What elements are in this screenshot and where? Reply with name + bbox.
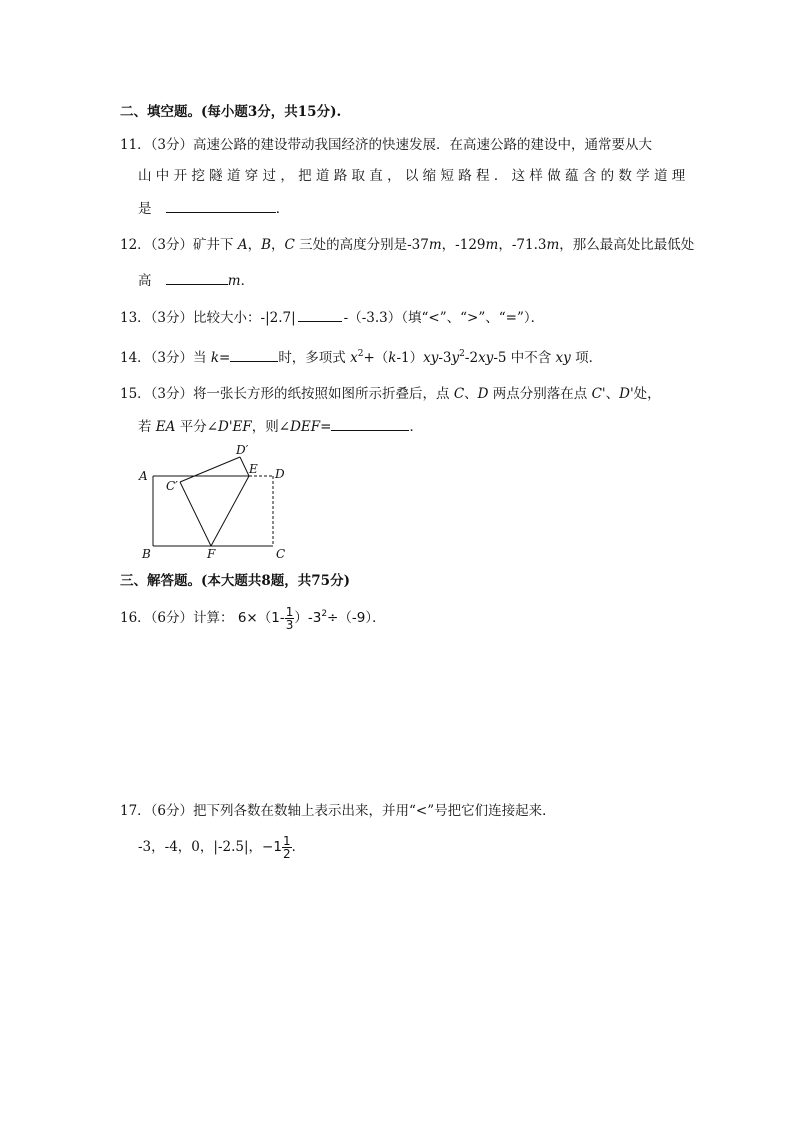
- q17-line1: 17．（6分）把下列各数在数轴上表示出来，并用“<”号把它们连接起来．: [120, 803, 556, 819]
- q12-point-c: C: [284, 237, 295, 253]
- q14-k: k: [210, 350, 219, 366]
- label-cp: C′: [166, 479, 178, 493]
- q14-exp-a: 2: [357, 349, 364, 359]
- q15-d: D: [477, 386, 489, 402]
- q12-text-a: 12．（3分）矿井下: [120, 237, 238, 253]
- q16-frac-num: 1: [285, 605, 294, 619]
- q17-line2: [138, 832, 305, 862]
- q11-suffix: ．: [275, 201, 290, 217]
- q11-line2: 山 中 开 挖 隧 道 穿 过 ， 把 道 路 取 直 ， 以 缩 短 路 程 ． 这 样 做 蕴 含 的 数 学 道 理: [138, 168, 686, 184]
- q15-text-a: 15．（3分）将一张长方形的纸按照如图所示折叠后，点: [120, 386, 454, 402]
- q17-frac-den: 2: [282, 847, 291, 861]
- label-dp: D′: [236, 443, 249, 457]
- q15-ea: EA: [155, 419, 176, 435]
- label-b: B: [142, 547, 151, 561]
- q15-line2: [138, 416, 423, 436]
- q12-unit2: m: [485, 237, 499, 253]
- q14-y: y: [451, 350, 460, 366]
- q12-line1: [120, 236, 694, 254]
- q11-line3: [138, 198, 289, 218]
- label-f: F: [207, 547, 216, 561]
- q15-c: C: [453, 386, 465, 402]
- edge-dpe: [240, 457, 249, 476]
- q15-sep: 、: [464, 386, 478, 402]
- fold-line-ef: [211, 476, 249, 546]
- q15-figure: [130, 440, 300, 565]
- q15-sep2: 、: [605, 386, 620, 402]
- q15-text-f: ，则∠: [251, 419, 291, 435]
- q17-suffix: ．: [291, 839, 306, 855]
- q16-prefix: 16．（6分）计算：: [120, 610, 234, 626]
- q15-eq: =: [320, 419, 332, 435]
- q12-point-b: B: [261, 237, 271, 253]
- q12-text-c: ，那么最高处比最低处: [559, 237, 695, 253]
- q11-answer-blank[interactable]: [166, 198, 276, 213]
- q12-answer-unit: m: [227, 273, 241, 289]
- q14-answer-blank[interactable]: [230, 347, 278, 362]
- q16-suffix: ．: [372, 610, 386, 626]
- q14-mid6: -5 中不含: [493, 350, 556, 366]
- q12-text-b: 三处的高度分别是-37: [294, 237, 429, 253]
- q15-angle-def: DEF: [290, 419, 321, 435]
- q15-text-d: 若: [138, 419, 156, 435]
- label-a: A: [139, 469, 148, 483]
- q14-xy3: xy: [555, 350, 571, 366]
- q15-text-b: 两点分别落在点: [488, 386, 592, 402]
- q16-expr-c: ÷（-9）: [327, 610, 373, 626]
- q13-suffix: -（-3.3）（填“<”、“>”、“=”）．: [343, 310, 545, 326]
- q11-prefix: 是: [138, 201, 152, 217]
- q14-mid2: +（: [363, 350, 389, 366]
- q13-prefix: 13．（3分）比较大小：-|2.7|: [120, 310, 296, 326]
- question-13: [120, 307, 544, 327]
- q17-fraction: [282, 835, 292, 860]
- question-14: [120, 347, 602, 367]
- q16-expr-b: ）-3: [294, 610, 322, 626]
- q16-frac-den: 3: [285, 618, 294, 632]
- q14-exp-b: 2: [459, 349, 465, 359]
- q14-mid5: -2: [464, 350, 479, 366]
- q16-expr-a: 6×（1-: [237, 610, 285, 626]
- q14-x: x: [350, 350, 358, 366]
- question-16: [120, 603, 386, 633]
- q14-mid1: 时，多项式: [278, 350, 351, 366]
- q14-xy1: xy: [423, 350, 439, 366]
- q14-k2: k: [388, 350, 397, 366]
- q15-angle-dpef: D'EF: [218, 419, 252, 435]
- q14-eq: =: [219, 350, 231, 366]
- q15-answer-blank[interactable]: [331, 416, 409, 431]
- q11-line1: 11．（3分）高速公路的建设带动我国经济的快速发展．在高速公路的建设中，通常要从大: [120, 137, 653, 153]
- q12-prefix2: 高: [138, 273, 152, 289]
- section2-heading: 二、填空题。(每小题3分，共15分).: [120, 104, 342, 120]
- q15-text-e: 平分∠: [175, 419, 219, 435]
- q16-fraction: [285, 606, 295, 631]
- label-d: D: [275, 467, 285, 481]
- q14-xy2: xy: [478, 350, 494, 366]
- q12-line2: [138, 270, 254, 290]
- label-c: C: [276, 547, 286, 561]
- edge-cpdp: [180, 457, 240, 482]
- q14-suffix: 项．: [570, 350, 603, 366]
- q15-dp: D': [619, 386, 634, 402]
- q15-line1: [120, 385, 661, 403]
- label-e: E: [249, 462, 258, 476]
- q12-value2: ，-129: [441, 237, 486, 253]
- q14-prefix: 14．（3分）当: [120, 350, 211, 366]
- edge-fcp: [180, 482, 211, 546]
- q15-text-c: 处，: [633, 386, 661, 402]
- q12-unit1: m: [428, 237, 442, 253]
- q12-point-a: A: [237, 237, 248, 253]
- section3-heading: 三、解答题。(本大题共8题，共75分): [120, 573, 350, 589]
- q15-cp: C': [591, 386, 606, 402]
- q17-mixed-whole: −1: [262, 839, 282, 855]
- q12-sep1: ，: [247, 237, 262, 253]
- q12-sep2: ，: [270, 237, 285, 253]
- q15-suffix: ．: [409, 419, 423, 435]
- q16-exp: 2: [321, 609, 328, 619]
- q17-numbers: -3，-4，0，|-2.5|，: [138, 839, 263, 855]
- q17-frac-num: 1: [282, 834, 291, 848]
- q12-answer-blank[interactable]: [166, 270, 228, 285]
- q14-mid4: -3: [438, 350, 452, 366]
- q12-value3: ，-71.3: [498, 237, 547, 253]
- q14-mid3: -1）: [396, 350, 424, 366]
- q12-suffix: ．: [240, 273, 255, 289]
- q13-answer-blank[interactable]: [298, 307, 342, 322]
- q12-unit3: m: [546, 237, 560, 253]
